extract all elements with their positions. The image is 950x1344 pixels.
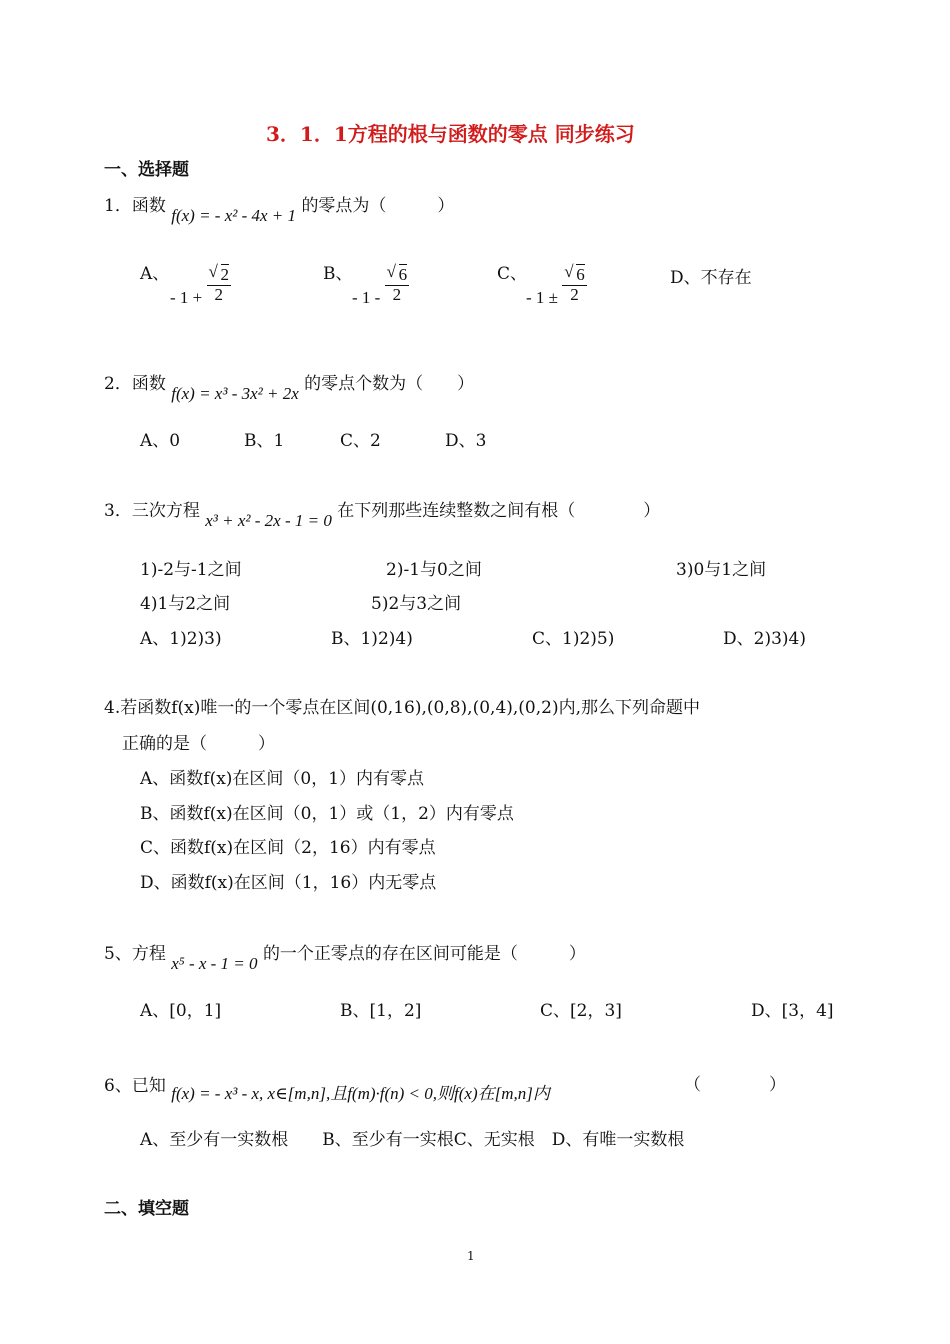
question-2-option-c: C、2 (340, 431, 381, 451)
option-label: A、 (140, 264, 170, 284)
page-title: 3．1．1方程的根与函数的零点 同步练习 (266, 122, 635, 146)
question-1-option-a-formula (170, 265, 231, 308)
question-3-prefix: 3．三次方程 (104, 501, 200, 521)
option-label: B、 (323, 264, 353, 284)
section-heading-choice: 一、选择题 (104, 160, 189, 180)
question-4-option-b: B、函数f(x)在区间（0，1）或（1，2）内有零点 (140, 804, 514, 824)
question-4-stem-line-1: 4.若函数f(x)唯一的一个零点在区间(0,16),(0,8),(0,4),(0,2)内,那么下列命题中 (104, 698, 700, 718)
option-a-prefix: - 1 + (170, 288, 203, 308)
question-4-option-d: D、函数f(x)在区间（1，16）内无零点 (140, 873, 437, 893)
question-6-prefix: 6、已知 (104, 1076, 166, 1096)
option-a-denominator: 2 (214, 284, 223, 304)
question-3-item-1: 1)-2与-1之间 (140, 560, 242, 580)
question-1-option-b (323, 266, 353, 283)
question-1-option-b-formula (352, 265, 409, 308)
question-1-option-d (670, 270, 752, 287)
option-label: D、 (670, 268, 701, 288)
question-3-option-b: B、1)2)4) (331, 629, 413, 649)
question-5-stem (104, 944, 586, 973)
section-heading-fill: 二、填空题 (104, 1199, 189, 1219)
question-5-option-a: A、[0，1] (140, 1001, 222, 1021)
question-1-formula: f(x) = - x² - 4x + 1 (171, 206, 297, 225)
option-c-denominator: 2 (570, 284, 579, 304)
question-6-formula: f(x) = - x³ - x, x∈[m,n],且f(m)·f(n) < 0,则f(x)在[m,n]内 (171, 1084, 550, 1103)
question-2-prefix: 2．函数 (104, 374, 166, 394)
option-a-radicand: 2 (220, 265, 229, 284)
question-3-formula: x³ + x² - 2x - 1 = 0 (205, 511, 332, 530)
question-5-option-b: B、[1，2] (340, 1001, 422, 1021)
option-d-text: 不存在 (700, 268, 752, 288)
question-4-stem-line-2: 正确的是（ ） (122, 734, 275, 754)
question-2-option-d: D、3 (445, 431, 487, 451)
question-4-option-c: C、函数f(x)在区间（2，16）内有零点 (140, 838, 436, 858)
page-number: 1 (467, 1249, 475, 1263)
question-3-item-5: 5)2与3之间 (371, 594, 462, 614)
question-2-suffix: 的零点个数为（ ） (304, 374, 475, 394)
question-2-stem (104, 374, 475, 403)
option-b-prefix: - 1 - (352, 288, 381, 308)
question-5-suffix: 的一个正零点的存在区间可能是（ ） (262, 944, 586, 964)
question-3-option-c: C、1)2)5) (532, 629, 615, 649)
question-3-item-2: 2)-1与0之间 (386, 560, 482, 580)
question-1-stem (104, 196, 455, 225)
question-3-option-d: D、2)3)4) (723, 629, 806, 649)
option-label: C、 (497, 264, 528, 284)
question-2-option-a: A、0 (140, 431, 181, 451)
question-3-item-3: 3)0与1之间 (676, 560, 767, 580)
option-a-fraction (207, 266, 232, 304)
option-c-radicand: 6 (576, 265, 585, 284)
question-1-option-c (497, 266, 527, 283)
question-2-option-b: B、1 (244, 431, 285, 451)
question-5-formula: x⁵ - x - 1 = 0 (171, 954, 258, 973)
question-4-option-a: A、函数f(x)在区间（0，1）内有零点 (140, 769, 425, 789)
question-5-option-d: D、[3，4] (751, 1001, 834, 1021)
question-3-stem (104, 501, 661, 530)
question-1-option-a (140, 266, 169, 283)
question-6-answer-paren: （ ） (684, 1075, 786, 1095)
question-1-option-c-formula (526, 265, 587, 308)
question-6-stem (104, 1076, 550, 1103)
option-b-fraction (385, 266, 410, 304)
question-6-options: A、至少有一实数根 B、至少有一实根C、无实根 D、有唯一实数根 (140, 1130, 685, 1150)
option-c-fraction (562, 266, 587, 304)
question-1-suffix: 的零点为（ ） (301, 196, 455, 216)
question-3-option-a: A、1)2)3) (140, 629, 222, 649)
question-3-suffix: 在下列那些连续整数之间有根（ ） (337, 501, 661, 521)
question-5-option-c: C、[2，3] (540, 1001, 622, 1021)
question-2-formula: f(x) = x³ - 3x² + 2x (171, 384, 299, 403)
question-5-prefix: 5、方程 (104, 944, 166, 964)
option-b-radicand: 6 (398, 265, 408, 284)
option-c-prefix: - 1 ± (526, 288, 558, 308)
question-3-item-4: 4)1与2之间 (140, 594, 231, 614)
option-b-denominator: 2 (392, 284, 402, 304)
question-1-prefix: 1．函数 (104, 196, 166, 216)
